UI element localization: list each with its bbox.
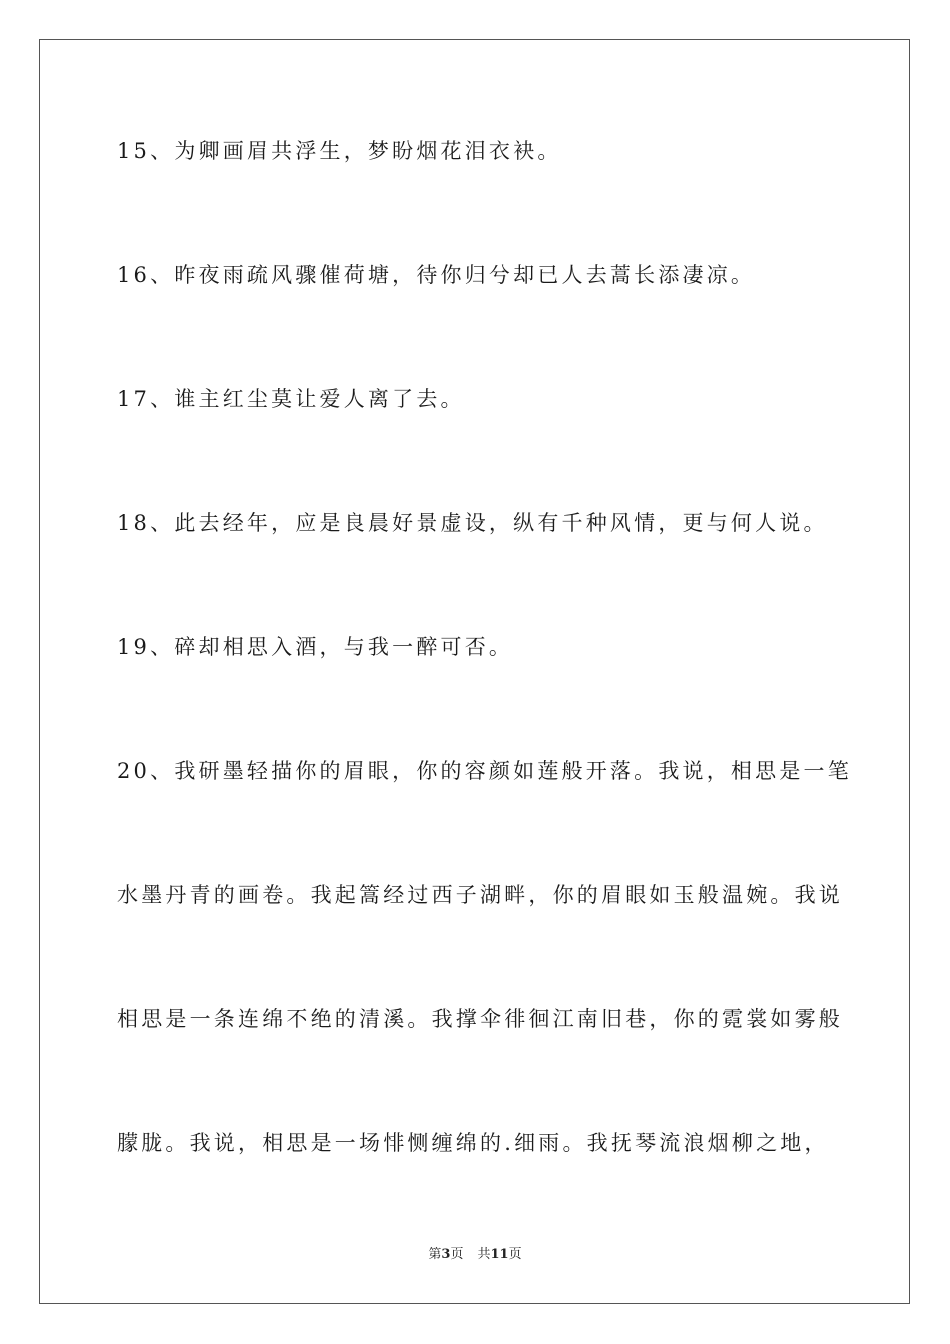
current-page-number: 3 — [441, 1247, 451, 1262]
text-line-15: 15、为卿画眉共浮生，梦盼烟花泪衣袂。 — [117, 139, 562, 163]
text-line-19: 19、碎却相思入酒，与我一醉可否。 — [117, 635, 514, 659]
text-line-20-part-3: 相思是一条连绵不绝的清溪。我撑伞徘徊江南旧巷，你的霓裳如雾般 — [117, 1007, 843, 1031]
page-number-suffix: 页 — [450, 1247, 464, 1262]
text-line-20-part-1: 20、我研墨轻描你的眉眼，你的容颜如莲般开落。我说，相思是一笔 — [117, 759, 852, 783]
text-line-20-part-4: 朦胧。我说，相思是一场悱恻缠绵的.细雨。我抚琴流浪烟柳之地， — [117, 1131, 829, 1155]
page-number-prefix: 第 — [428, 1247, 442, 1262]
page-footer — [0, 1246, 950, 1264]
text-line-16: 16、昨夜雨疏风骤催荷塘，待你归兮却已人去蒿长添凄凉。 — [117, 263, 756, 287]
total-pages-prefix: 共 — [477, 1247, 491, 1262]
text-line-18: 18、此去经年，应是良晨好景虚设，纵有千种风情，更与何人说。 — [117, 511, 828, 535]
page-border — [39, 39, 910, 1304]
text-line-20-part-2: 水墨丹青的画卷。我起篙经过西子湖畔，你的眉眼如玉般温婉。我说 — [117, 883, 843, 907]
total-page-count: 11 — [490, 1247, 509, 1262]
text-line-17: 17、谁主红尘莫让爱人离了去。 — [117, 387, 465, 411]
total-pages-suffix: 页 — [508, 1247, 522, 1262]
